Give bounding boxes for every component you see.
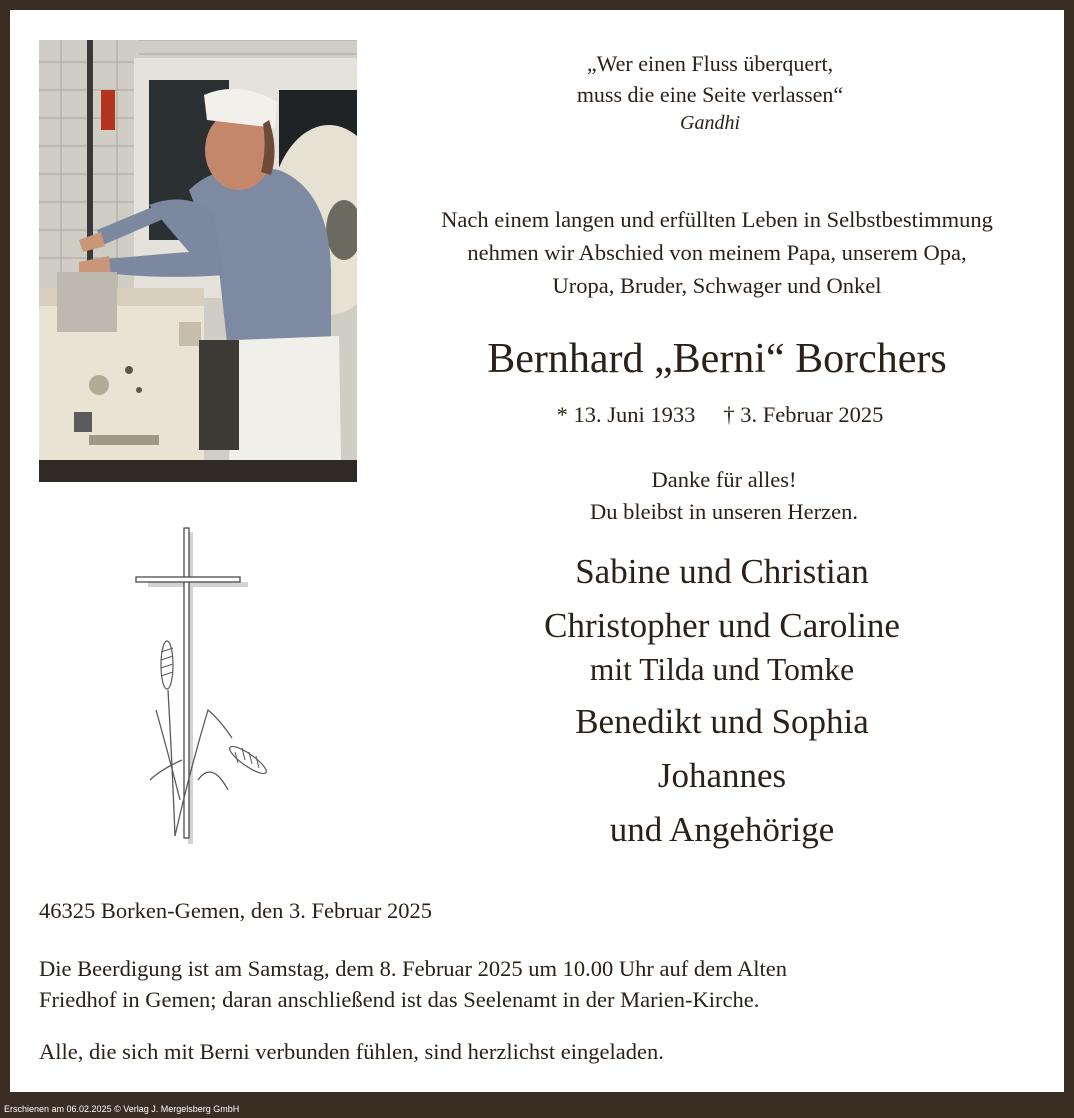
life-dates	[500, 399, 940, 431]
cross-with-wheat-icon	[120, 520, 280, 850]
death-date: † 3. Februar 2025	[723, 402, 884, 427]
footer-bar	[0, 1092, 1074, 1118]
funeral-line-2: Friedhof in Gemen; daran anschließend ist das Seelenamt in der Marien-Kirche.	[39, 987, 760, 1012]
portrait-photo	[39, 40, 357, 482]
quote-line-1: „Wer einen Fluss überquert,	[586, 51, 834, 76]
mourner-4: Benedikt und Sophia	[575, 702, 869, 741]
quote-line-2: muss die eine Seite verlassen“	[576, 82, 844, 107]
publication-note: Erschienen am 06.02.2025 © Verlag J. Mergelsberg GmbH	[4, 1104, 240, 1114]
mourner-6: und Angehörige	[609, 810, 835, 849]
mourner-3: mit Tilda und Tomke	[589, 652, 855, 687]
thanks-text	[500, 464, 948, 528]
invitation-text: Alle, die sich mit Berni verbunden fühlen, sind herzlichst eingeladen.	[39, 1039, 664, 1064]
birth-date: * 13. Juni 1933	[556, 402, 696, 427]
funeral-info	[39, 953, 787, 1015]
mourner-5: Johannes	[657, 756, 787, 795]
thanks-line-2: Du bleibst in unseren Herzen.	[589, 499, 859, 524]
gandhi-quote	[510, 48, 910, 136]
thanks-line-1: Danke für alles!	[651, 467, 797, 492]
place-date: 46325 Borken-Gemen, den 3. Februar 2025	[39, 898, 433, 923]
farewell-line-1: Nach einem langen und erfüllten Leben in Selbstbestimmung	[441, 207, 993, 232]
farewell-line-3: Uropa, Bruder, Schwager und Onkel	[552, 273, 882, 298]
quote-author: Gandhi	[680, 112, 740, 134]
farewell-text	[380, 203, 1054, 302]
farewell-line-2: nehmen wir Abschied von meinem Papa, unserem Opa,	[467, 240, 967, 265]
mourner-2: Christopher und Caroline	[544, 606, 900, 645]
mourner-1: Sabine und Christian	[575, 552, 869, 591]
obituary-card	[10, 10, 1064, 1092]
deceased-name: Bernhard „Berni“ Borchers	[487, 336, 947, 382]
funeral-line-1: Die Beerdigung ist am Samstag, dem 8. Februar 2025 um 10.00 Uhr auf dem Alten	[39, 956, 787, 981]
